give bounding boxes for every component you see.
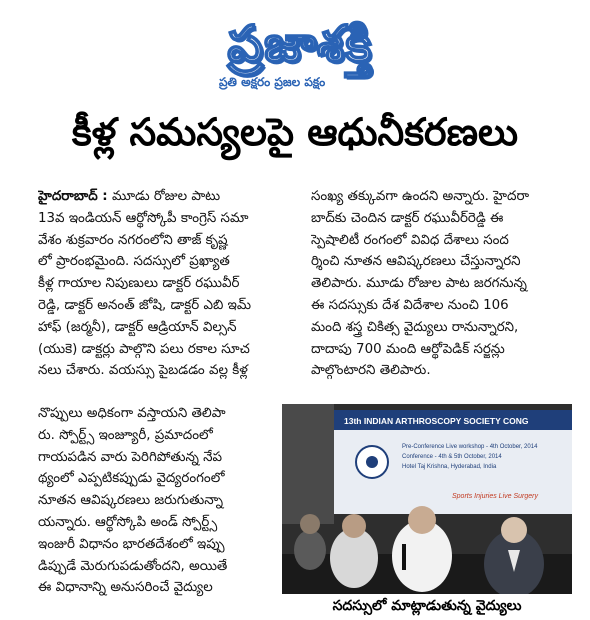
person-head: [501, 517, 527, 543]
article-line: హాఫ్ (జర్మనీ), డాక్టర్ ఆడ్రియాన్ విల్సన్: [38, 319, 237, 335]
conference-photo: [282, 404, 572, 594]
article-line: ర్శించి నూతన ఆవిష్కరణలు చేస్తున్నారని: [311, 254, 521, 270]
masthead-tagline: ప్రతి అక్షరం ప్రజల పక్షం: [219, 75, 326, 89]
masthead: [175, 14, 425, 92]
article-line: కీళ్ల గాయాల నిపుణులు డాక్టర్ రఘువీర్: [38, 276, 240, 292]
banner-tagline: Sports Injuries Live Surgery: [452, 493, 538, 500]
conference-photo-image: [282, 404, 572, 594]
article-line: వేశం శుక్రవారం నగరంలోని తాజ్ కృష్ణ: [38, 232, 228, 248]
article-line: యన్నారు. ఆర్థోస్కోపి అండ్ స్పోర్ట్స్: [38, 514, 218, 530]
article-line: ఈ విధానాన్ని అనుసరించే వైద్యుల: [38, 580, 213, 596]
society-logo-center: [366, 456, 378, 468]
banner-subtitle-2: Conference - 4th & 5th October, 2014: [402, 454, 502, 460]
article-line: దాదాపు 700 మంది ఆర్థోపెడిక్ సర్జన్లు: [311, 341, 505, 357]
article-line: బాద్‌కు చెందిన డాక్టర్ రఘువీర్‌రెడ్డి ఈ: [311, 210, 504, 226]
article-line: సంఖ్య తక్కువగా ఉందని అన్నారు. హైదరా: [311, 189, 529, 204]
article-column-left: [38, 186, 300, 382]
article-line: మంది శస్త్ర చికిత్స వైద్యులు రానున్నారని,: [311, 319, 519, 335]
article-column-right: [311, 186, 573, 382]
article-line: నూతన ఆవిష్కరణలు జరుగుతున్నా: [38, 493, 224, 509]
article-line: రు. స్పోర్ట్స్ ఇంజ్యూరీ, ప్రమాదంలో: [38, 427, 213, 443]
article-line: రెడ్డి, డాక్టర్ అనంత్ జోషి, డాక్టర్ ఎబి ఇమ్: [38, 297, 251, 313]
article-line: ఇంజురీ విధానం భారతదేశంలో ఇప్పు: [38, 536, 225, 552]
hall-wall: [282, 404, 334, 524]
article-line: [38, 186, 300, 208]
masthead-title: ప్రజాశక్తి: [227, 15, 373, 73]
photo-caption: సదస్సులో మాట్లాడుతున్న వైద్యులు: [332, 598, 522, 614]
article-line: గాయపడిన వారు పెరిగిపోతున్న నేప: [38, 449, 223, 465]
article-line: నొప్పులు అధికంగా వస్తాయని తెలిపా: [38, 406, 226, 421]
article-line: పాల్గొంటారని తెలిపారు.: [311, 363, 431, 379]
article-line: నలు చేశారు. వయస్సు పైబడడం వల్ల కీళ్ల: [38, 363, 248, 379]
banner-subtitle-1: Pre-Conference Live workshop - 4th October, 2014: [402, 444, 538, 450]
banner-subtitle-3: Hotel Taj Krishna, Hyderabad, India: [402, 464, 497, 470]
article-line: తెలిపారు. మూడు రోజుల పాట జరగనున్న: [311, 276, 527, 292]
article-line: 13వ ఇండియన్ ఆర్థోస్కోపీ కాంగ్రెస్ సమా: [38, 210, 249, 226]
person-head: [300, 514, 320, 534]
person-head: [408, 506, 436, 534]
banner-title: 13th INDIAN ARTHROSCOPY SOCIETY CONG: [344, 416, 529, 426]
headline: కీళ్ల సమస్యలపై ఆధునీకరణలు: [71, 110, 519, 154]
article-line: ఈ సదస్సుకు దేశ విదేశాల నుంచి 106: [311, 297, 509, 313]
person-head: [342, 514, 366, 538]
person-silhouette: [294, 530, 326, 570]
article-line: డిప్పుడే మెరుగుపడుతోందని, అయితే: [38, 558, 228, 574]
article-line: లో ప్రారంభమైంది. సదస్సులో ప్రఖ్యాత: [38, 254, 230, 270]
article-line-text: మూడు రోజుల పాటు: [111, 189, 221, 204]
article-line: (యుకె) డాక్టర్లు పాల్గొని పలు రకాల సూచ: [38, 341, 250, 357]
article-line: స్పెషాలిటీ రంగంలో వివిధ దేశాలు సంద: [311, 232, 509, 248]
microphone-icon: [402, 544, 406, 570]
dateline: హైదరాబాద్ :: [38, 189, 108, 204]
article-line: థ్యంలో ఎప్పటికప్పుడు వైద్యరంగంలో: [38, 471, 225, 487]
article-column-left-narrow: [38, 403, 276, 599]
